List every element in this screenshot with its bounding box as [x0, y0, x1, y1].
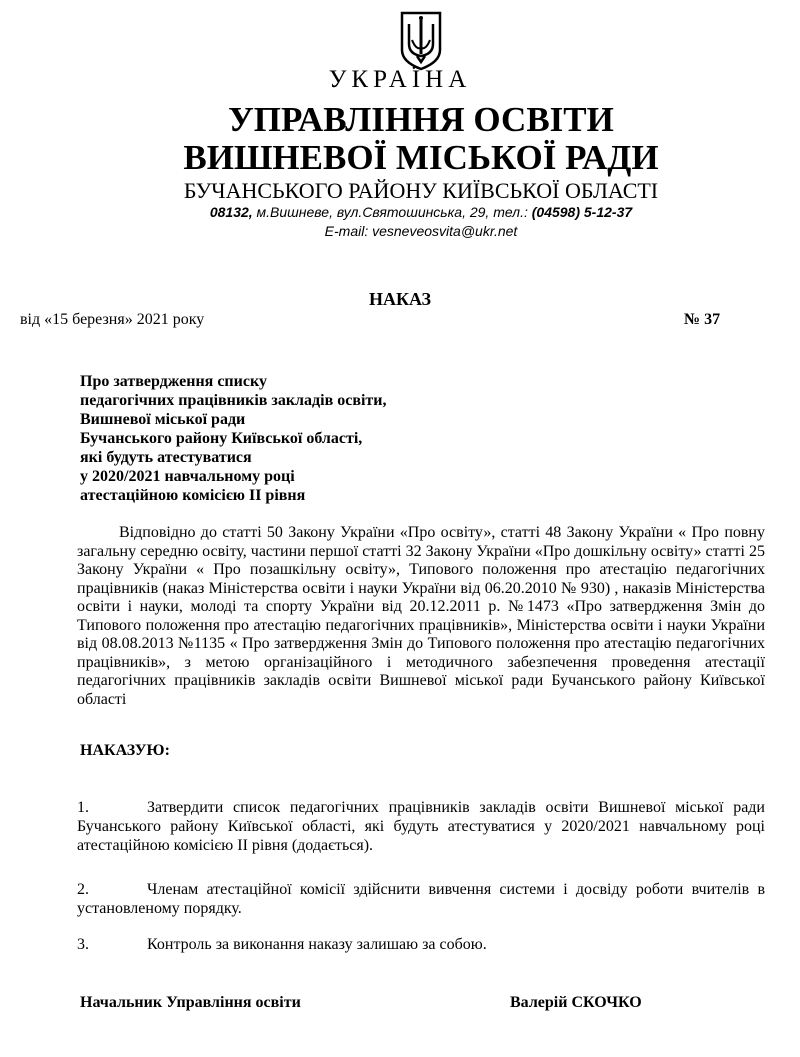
subject-line: педагогічних працівників закладів освіти,	[80, 392, 387, 409]
item-text: Членам атестаційної комісії здійснити вивчення системи і досвіду роботи вчителів в установленому порядку.	[77, 881, 765, 917]
organization-name-line1: УПРАВЛІННЯ ОСВІТИ	[228, 100, 614, 139]
document-subject	[80, 372, 480, 505]
country-heading: УКРАЇНА	[328, 66, 472, 93]
item-text: Контроль за виконання наказу залишаю за собою.	[147, 936, 487, 953]
item-text: Затвердити список педагогічних працівників закладів освіти Вишневої міської ради Бучанського району Київської області, які будуть атестуватися у 2020/2021 навчальному році атестаційною комісією ІІ рівня (додається).	[77, 799, 765, 854]
item-number: 3.	[77, 936, 89, 953]
item-number: 2.	[77, 881, 89, 898]
contact-email: E-mail: vesneveosvita@ukr.net	[324, 223, 518, 239]
signer-title: Начальник Управління освіти	[80, 994, 301, 1011]
subject-line: які будуть атестуватися	[80, 449, 252, 466]
phone-number: (04598) 5-12-37	[531, 204, 633, 220]
item-number: 1.	[77, 799, 89, 816]
postcode: 08132,	[209, 204, 253, 220]
preamble-paragraph: Відповідно до статті 50 Закону України «Про освіту», статті 48 Закону України « Про повну загальну середню освіту, частини першої статті 32 Закону України «Про дошкільну освіту» статті 25 Закону України « Про позашкільну освіту», Типового положення про атестацію педагогічних працівників (наказ Міністерства освіти і науки України від 06.20.2010 № 930) , наказів Міністерства освіти і науки, молоді та спорту України від 20.12.2011 р. №1473 «Про затвердження Змін до Типового положення про атестацію педагогічних працівників», Міністерства освіти і науки України від 08.08.2013 №1135 « Про затвердження Змін до Типового положення про атестацію педагогічних працівників», з метою організаційного і методичного забезпечення проведення атестації педагогічних працівників закладів освіти Вишневої міської ради Бучанського району Київської області	[77, 524, 765, 708]
subject-line: у 2020/2021 навчальному році	[80, 468, 295, 485]
subject-line: Бучанського району Київської області,	[80, 430, 363, 447]
contact-address	[0, 204, 800, 220]
order-item	[77, 935, 765, 954]
subject-line: Вишневої міської ради	[80, 411, 246, 428]
district-line: БУЧАНСЬКОГО РАЙОНУ КИЇВСЬКОЇ ОБЛАСТІ	[183, 178, 659, 203]
document-date: від «15 березня» 2021 року	[20, 311, 205, 328]
document-title: НАКАЗ	[368, 289, 432, 309]
address-text: м.Вишневе, вул.Святошинська, 29, тел.:	[252, 204, 532, 220]
trident-coat-of-arms-icon	[399, 10, 443, 72]
signer-name: Валерій СКОЧКО	[510, 994, 642, 1011]
organization-name-line2: ВИШНЕВОЇ МІСЬКОЇ РАДИ	[183, 138, 659, 177]
subject-line: атестаційною комісією ІІ рівня	[80, 487, 306, 504]
subject-line: Про затвердження списку	[80, 373, 267, 390]
order-item	[77, 798, 765, 855]
document-number: № 37	[684, 311, 721, 328]
order-item	[77, 880, 765, 918]
order-heading: НАКАЗУЮ:	[80, 742, 170, 759]
